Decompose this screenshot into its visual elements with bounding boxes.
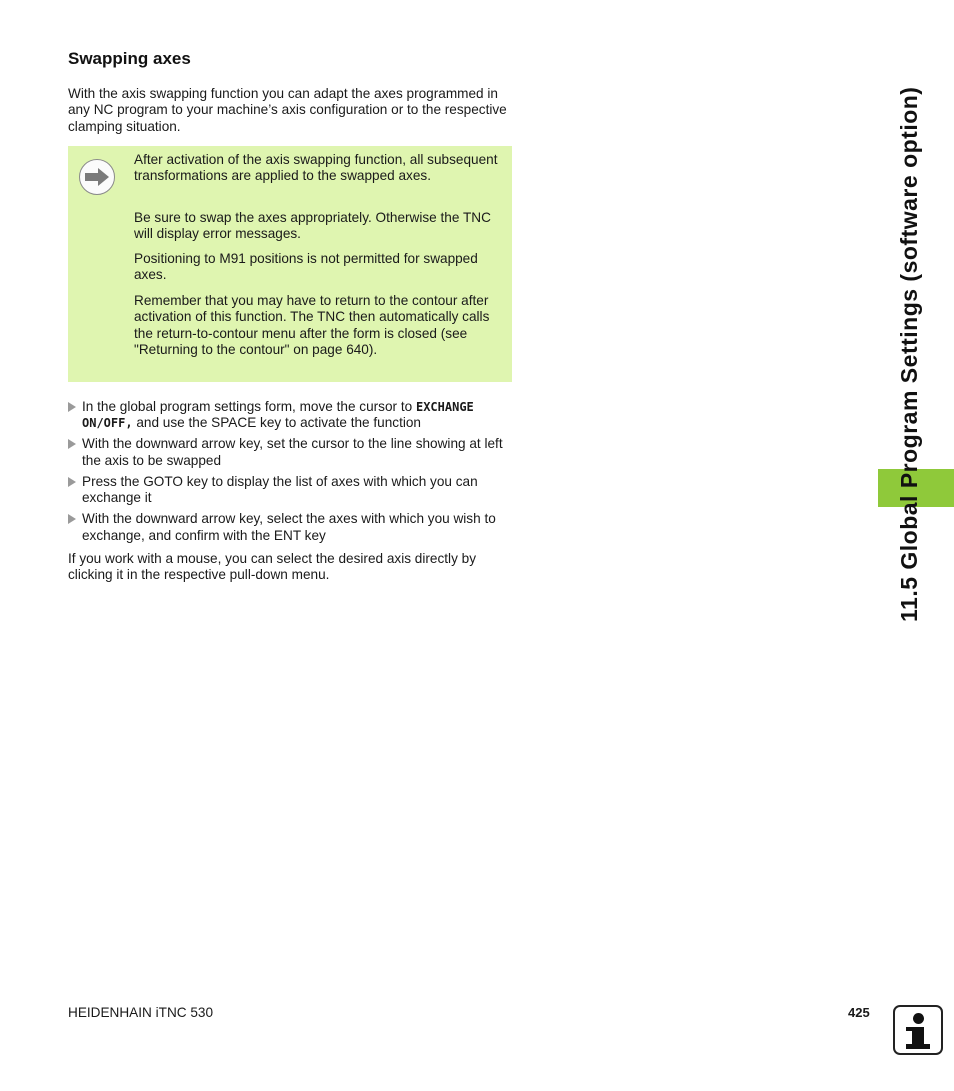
step-text: Press the GOTO key to display the list of axes with which you can exchange it (82, 473, 478, 506)
list-item (68, 474, 513, 507)
list-item (68, 399, 513, 432)
list-item (68, 511, 513, 544)
note-paragraph: After activation of the axis swapping function, all subsequent transformations are applied to the swapped axes. (134, 152, 498, 184)
footer-product: HEIDENHAIN iTNC 530 (68, 1005, 214, 1020)
section-heading: Swapping axes (68, 49, 191, 68)
arrow-right-icon (79, 159, 115, 195)
closing-paragraph: If you work with a mouse, you can select the desired axis directly by clicking it in the respective pull-down menu. (68, 551, 476, 583)
note-paragraph: Remember that you may have to return to the contour after activation of this function. The TNC then automatically calls the return-to-contour menu after the form is closed (see "Returning to the contour" on page 640). (134, 293, 490, 358)
intro-paragraph: With the axis swapping function you can adapt the axes programmed in any NC program to your machine’s axis configuration or to the respective clamping situation. (68, 86, 507, 134)
list-item (68, 436, 513, 469)
step-text: With the downward arrow key, select the axes with which you wish to exchange, and confirm with the ENT key (82, 511, 496, 543)
note-box (68, 146, 512, 382)
bullet-arrow-icon (68, 402, 76, 412)
step-text: and use the SPACE key to activate the function (132, 415, 421, 431)
softkey-code: EXCHANGE ON/OFF, (82, 400, 474, 431)
info-icon (893, 1005, 943, 1055)
note-paragraph: Be sure to swap the axes appropriately. Otherwise the TNC will display error messages. (134, 210, 491, 242)
step-text: In the global program settings form, move the cursor to (82, 399, 416, 414)
step-text: With the downward arrow key, set the cursor to the line showing at left the axis to be swapped (82, 436, 503, 468)
bullet-arrow-icon (68, 477, 76, 487)
bullet-arrow-icon (68, 514, 76, 524)
step-list (68, 399, 513, 549)
bullet-arrow-icon (68, 439, 76, 449)
note-paragraph: Positioning to M91 positions is not permitted for swapped axes. (134, 251, 478, 283)
page-number: 425 (848, 1005, 870, 1020)
chapter-title: 11.5 Global Program Settings (software option) (896, 86, 922, 622)
